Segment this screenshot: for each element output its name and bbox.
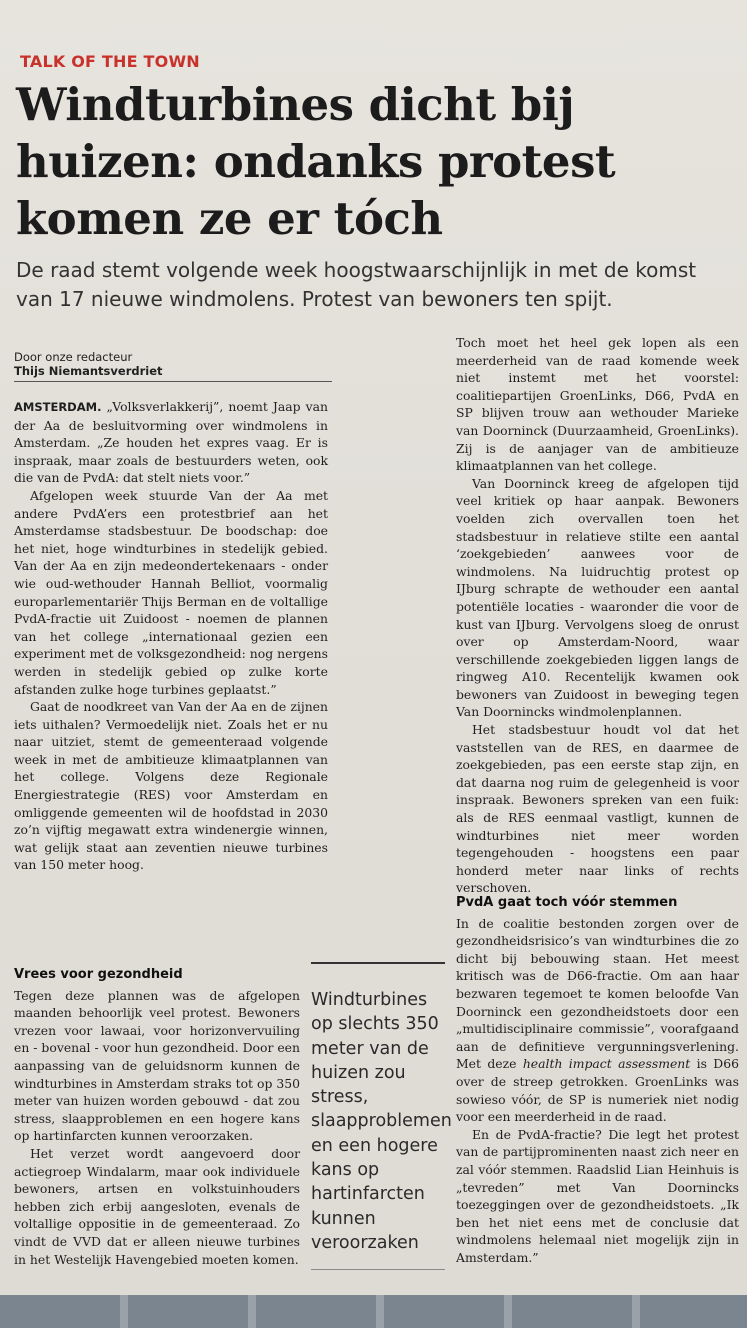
byline-prefix: Door onze redacteur bbox=[14, 350, 133, 364]
dateline: AMSTERDAM. bbox=[14, 400, 102, 414]
paragraph: Toch moet het heel gek lopen als een meerderheid van de raad komende week niet instemt met het voorstel: coalitiepartijen GroenLinks, D66, PvdA en SP blijven trouw aan wethouder Marieke van Doorninck (Duurzaamheid, GroenLinks). Zij is de aanjager van de ambitieuze klimaatplannen van het college. bbox=[456, 335, 739, 474]
italic-phrase: health impact assessment bbox=[522, 1056, 691, 1072]
paragraph-text: In de coalitie bestonden zorgen over de gezondheidsrisico’s van windturbines die zo dicht bij bebouwing staan. Het meest kritisch was de D66-fractie. Om aan haar bezwaren tegemoet te komen beloofde Van Doorninck een gezondheidstoets door een „multidisciplinaire commissie”, voorafgaand aan de definitieve vergunningsverlening. Met deze bbox=[456, 915, 739, 1072]
article-intro: De raad stemt volgende week hoogstwaarschijnlijk in met de komst van 17 nieuwe windmolens. Protest van bewoners ten spijt. bbox=[16, 258, 697, 311]
paragraph: Gaat de noodkreet van Van der Aa en de zijnen iets uithalen? Vermoedelijk niet. Zoals het er nu naar uitziet, stemt de gemeenteraad volgende week in met de ambitieuze klimaatplannen van het college. Volgens deze Regionale Energiestrategie (RES) voor Amsterdam en omliggende gemeenten wil de hoofdstad in 2030 zo’n vijftig megawatt extra windenergie winnen, wat gelijk staat aan zeventien nieuwe turbines van 150 meter hoog. bbox=[14, 699, 328, 873]
subhead-health: Vrees voor gezondheid bbox=[14, 967, 183, 982]
column-1-bottom bbox=[14, 958, 300, 1268]
paragraph: En de PvdA-fractie? Die legt het protest van de partijprominenten naast zich neer en zal vóór stemmen. Raadslid Lian Heinhuis is „tevreden” met Van Doornincks toezeggingen over de gezondheidstoets. „Ik ben het niet eens met de conclusie dat windmolens helemaal niet mogelijk zijn in Amsterdam.” bbox=[456, 1126, 739, 1265]
paragraph-text: is D66 over de streep getrokken. GroenLinks was sowieso vóór, de SP is numeriek niet nodig voor een meerderheid in de raad. bbox=[456, 1056, 739, 1125]
column-2-bottom bbox=[456, 886, 739, 1266]
paragraph-text: „Volksverlakkerij”, noemt Jaap van der Aa de besluitvorming over windmolens in Amsterdam. „Ze houden het expres vaag. Er is inspraak, maar zoals de bestuurders weten, ook die van de PvdA: dat stelt niets voor.” bbox=[14, 399, 328, 486]
section-kicker: TALK OF THE TOWN bbox=[20, 52, 200, 71]
article-headline: Windturbines dicht bij huizen: ondanks protest komen ze er tóch bbox=[16, 78, 616, 245]
column-1-top bbox=[14, 398, 328, 874]
pull-quote bbox=[311, 962, 452, 1270]
pull-quote-text: Windturbines op slechts 350 meter van de huizen zou stress, slaapproblemen en een hogere kans op hartinfarcten kunnen veroorzaken bbox=[311, 990, 452, 1253]
paragraph bbox=[456, 915, 739, 1126]
background-surface bbox=[0, 1295, 747, 1328]
paragraph: Het stadsbestuur houdt vol dat het vaststellen van de RES, en daarmee de zoekgebieden, pas een eerste stap zijn, en dat daarna nog ruim de gelegenheid is voor inspraak. Bewoners spreken van een fuik: als de RES eenmaal vastligt, kunnen de windturbines niet meer worden tegengehouden - hoogstens een paar honderd meter naar links of rechts verschoven. bbox=[456, 722, 739, 896]
pull-quote-rule bbox=[311, 1269, 445, 1270]
byline bbox=[14, 350, 332, 382]
subhead-pvda: PvdA gaat toch vóór stemmen bbox=[456, 895, 678, 910]
column-2-top bbox=[456, 334, 739, 897]
paragraph: Van Doorninck kreeg de afgelopen tijd veel kritiek op haar aanpak. Bewoners voelden zich overvallen toen het stadsbestuur in relatieve stilte een aantal ‘zoekgebieden’ aanwees voor de windmolens. Na luidruchtig protest op IJburg schrapte de wethouder een aantal potentiële locaties - waaronder die voor de kust van IJburg. Vervolgens sloeg de onrust over op Amsterdam-Noord, waar verschillende zoekgebieden liggen langs de ringweg A10. Recentelijk kwamen ook bewoners van Zuidoost in beweging tegen Van Doornincks windmolenplannen. bbox=[456, 475, 739, 720]
paragraph bbox=[14, 398, 328, 487]
paragraph: Het verzet wordt aangevoerd door actiegroep Windalarm, maar ook individuele bewoners, artsen en volkstuinhouders hebben zich erbij aangesloten, evenals de voltallige oppositie in de gemeenteraad. Zo vindt de VVD dat er alleen nieuwe turbines in het Westelijk Havengebied moeten komen. bbox=[14, 1145, 300, 1267]
paragraph: Afgelopen week stuurde Van der Aa met andere PvdA’ers een protestbrief aan het Amsterdamse stadsbestuur. De boodschap: doe het niet, hoge windturbines in stedelijk gebied. Van der Aa en zijn medeondertekenaars - onder wie oud-wethouder Hannah Belliot, voormalig europarlementariër Thijs Berman en de voltallige PvdA-fractie uit Zuidoost - noemen de plannen van het college „internationaal gezien een experiment met de volksgezondheid: nog nergens werden in stedelijk gebied op zulke korte afstanden zulke hoge turbines geplaatst.” bbox=[14, 487, 328, 697]
paragraph: Tegen deze plannen was de afgelopen maanden behoorlijk veel protest. Bewoners vrezen voor lawaai, voor horizonvervuiling en - bovenal - voor hun gezondheid. Door een aanpassing van de geluidsnorm kunnen de windturbines in Amsterdam straks tot op 350 meter van huizen worden gebouwd - dat zou stress, slaapproblemen en een hogere kans op hartinfarcten kunnen veroorzaken. bbox=[14, 987, 300, 1144]
byline-author: Thijs Niemantsverdriet bbox=[14, 364, 163, 378]
